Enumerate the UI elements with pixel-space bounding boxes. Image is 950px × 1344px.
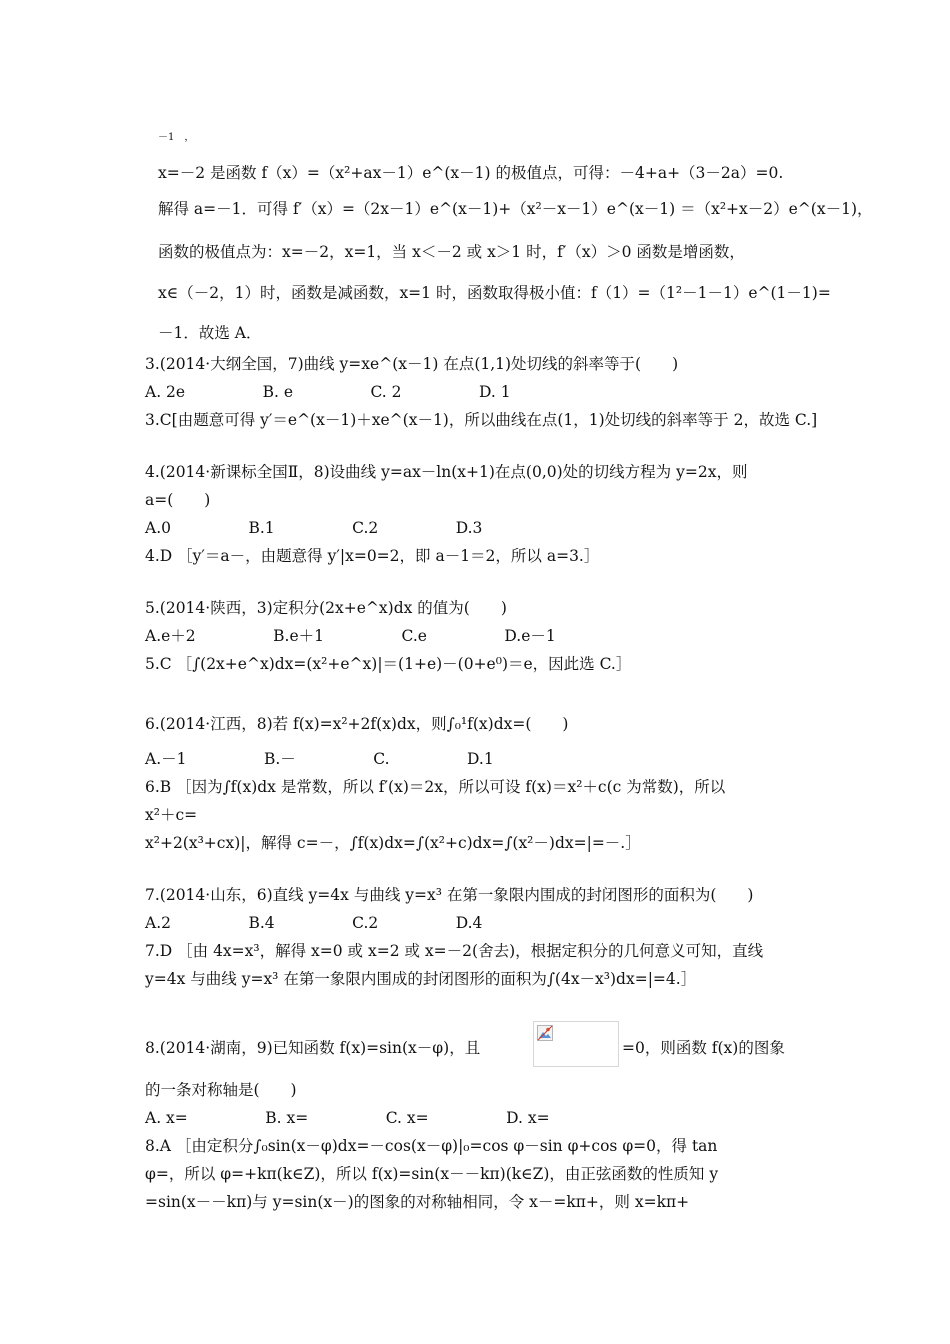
problem-8-options: A. x= B. x= C. x= D. x= xyxy=(145,1109,550,1127)
text-line-2: 解得 a=－1．可得 f′（x）=（2x－1）e^(x－1)+（x²－x－1）e^(x－1) ＝（x²+x－2）e^(x－1)， xyxy=(158,200,873,218)
problem-8-right: =0，则函数 f(x)的图象 xyxy=(622,1039,785,1057)
fragment-text: －1 ， xyxy=(158,132,195,143)
problem-4: 4.(2014·新课标全国Ⅱ，8)设曲线 y=ax－ln(x+1)在点(0,0)处的切线方程为 y=2x，则 xyxy=(145,463,748,481)
broken-image-placeholder xyxy=(533,1021,619,1067)
solution-8-cont-1: φ=，所以 φ=+kπ(k∈Z)，所以 f(x)=sin(x－－kπ)(k∈Z)，由正弦函数的性质知 y xyxy=(145,1165,719,1183)
solution-4: 4.D ［y′＝a－，由题意得 y′|x=0=2，即 a－1＝2，所以 a=3.］ xyxy=(145,547,600,565)
problem-4-cont: a=( ) xyxy=(145,491,211,509)
problem-6-options: A.－1 B.－ C. D.1 xyxy=(145,750,494,768)
solution-3: 3.C[由题意可得 y′＝e^(x－1)＋xe^(x－1)，所以曲线在点(1，1)处切线的斜率等于 2，故选 C.] xyxy=(145,411,818,429)
problem-7-options: A.2 B.4 C.2 D.4 xyxy=(145,914,483,932)
problem-8-cont: 的一条对称轴是( ) xyxy=(145,1081,297,1099)
problem-5: 5.(2014·陕西，3)定积分(2x+e^x)dx 的值为( ) xyxy=(145,599,507,617)
problem-7: 7.(2014·山东，6)直线 y=4x 与曲线 y=x³ 在第一象限内围成的封闭图形的面积为( ) xyxy=(145,886,754,904)
solution-6: 6.B ［因为∫f(x)dx 是常数，所以 f′(x)＝2x，所以可设 f(x)＝x²＋c(c 为常数)，所以 xyxy=(145,778,726,796)
problem-3: 3.(2014·大纲全国，7)曲线 y=xe^(x－1) 在点(1,1)处切线的斜率等于( ) xyxy=(145,355,679,373)
solution-8: 8.A ［由定积分∫₀sin(x－φ)dx=－cos(x－φ)|₀=cos φ－sin φ+cos φ=0，得 tan xyxy=(145,1137,718,1155)
text-line-4: x∈（－2，1）时，函数是减函数，x=1 时，函数取得极小值：f（1）=（1²－1－1）e^(1－1)= xyxy=(158,284,831,302)
problem-6: 6.(2014·江西，8)若 f(x)=x²+2f(x)dx，则∫₀¹f(x)dx=( ) xyxy=(145,715,569,733)
problem-5-options: A.e＋2 B.e＋1 C.e D.e－1 xyxy=(145,627,556,645)
text-line-5: －1．故选 A． xyxy=(158,324,262,342)
solution-6-cont-1: x²＋c= xyxy=(145,806,198,824)
solution-6-cont-2: x²+2(x³+cx)|，解得 c=－，∫f(x)dx=∫(x²+c)dx=∫(x²－)dx=|=－.］ xyxy=(145,834,641,852)
problem-8: 8.(2014·湖南，9)已知函数 f(x)=sin(x－φ)，且 xyxy=(145,1039,481,1057)
solution-8-cont-2: =sin(x－－kπ)与 y=sin(x－)的图象的对称轴相同，令 x－=kπ+，则 x=kπ+ xyxy=(145,1193,690,1211)
solution-7-cont: y=4x 与曲线 y=x³ 在第一象限内围成的封闭图形的面积为∫(4x－x³)dx=|=4.］ xyxy=(145,970,697,988)
text-line-3: 函数的极值点为：x=－2，x=1，当 x＜－2 或 x＞1 时，f′（x）＞0 函数是增函数， xyxy=(158,243,745,261)
broken-image-icon xyxy=(537,1025,553,1041)
text-line-1: x=－2 是函数 f（x）=（x²+ax－1）e^(x－1) 的极值点，可得：－4+a+（3－2a）=0. xyxy=(158,164,784,182)
problem-3-options: A. 2e B. e C. 2 D. 1 xyxy=(145,383,511,401)
problem-4-options: A.0 B.1 C.2 D.3 xyxy=(145,519,483,537)
solution-7: 7.D ［由 4x=x³，解得 x=0 或 x=2 或 x=－2(舍去)，根据定积分的几何意义可知，直线 xyxy=(145,942,764,960)
solution-5: 5.C ［∫(2x+e^x)dx=(x²+e^x)|＝(1+e)－(0+e⁰)＝e，因此选 C.］ xyxy=(145,655,632,673)
